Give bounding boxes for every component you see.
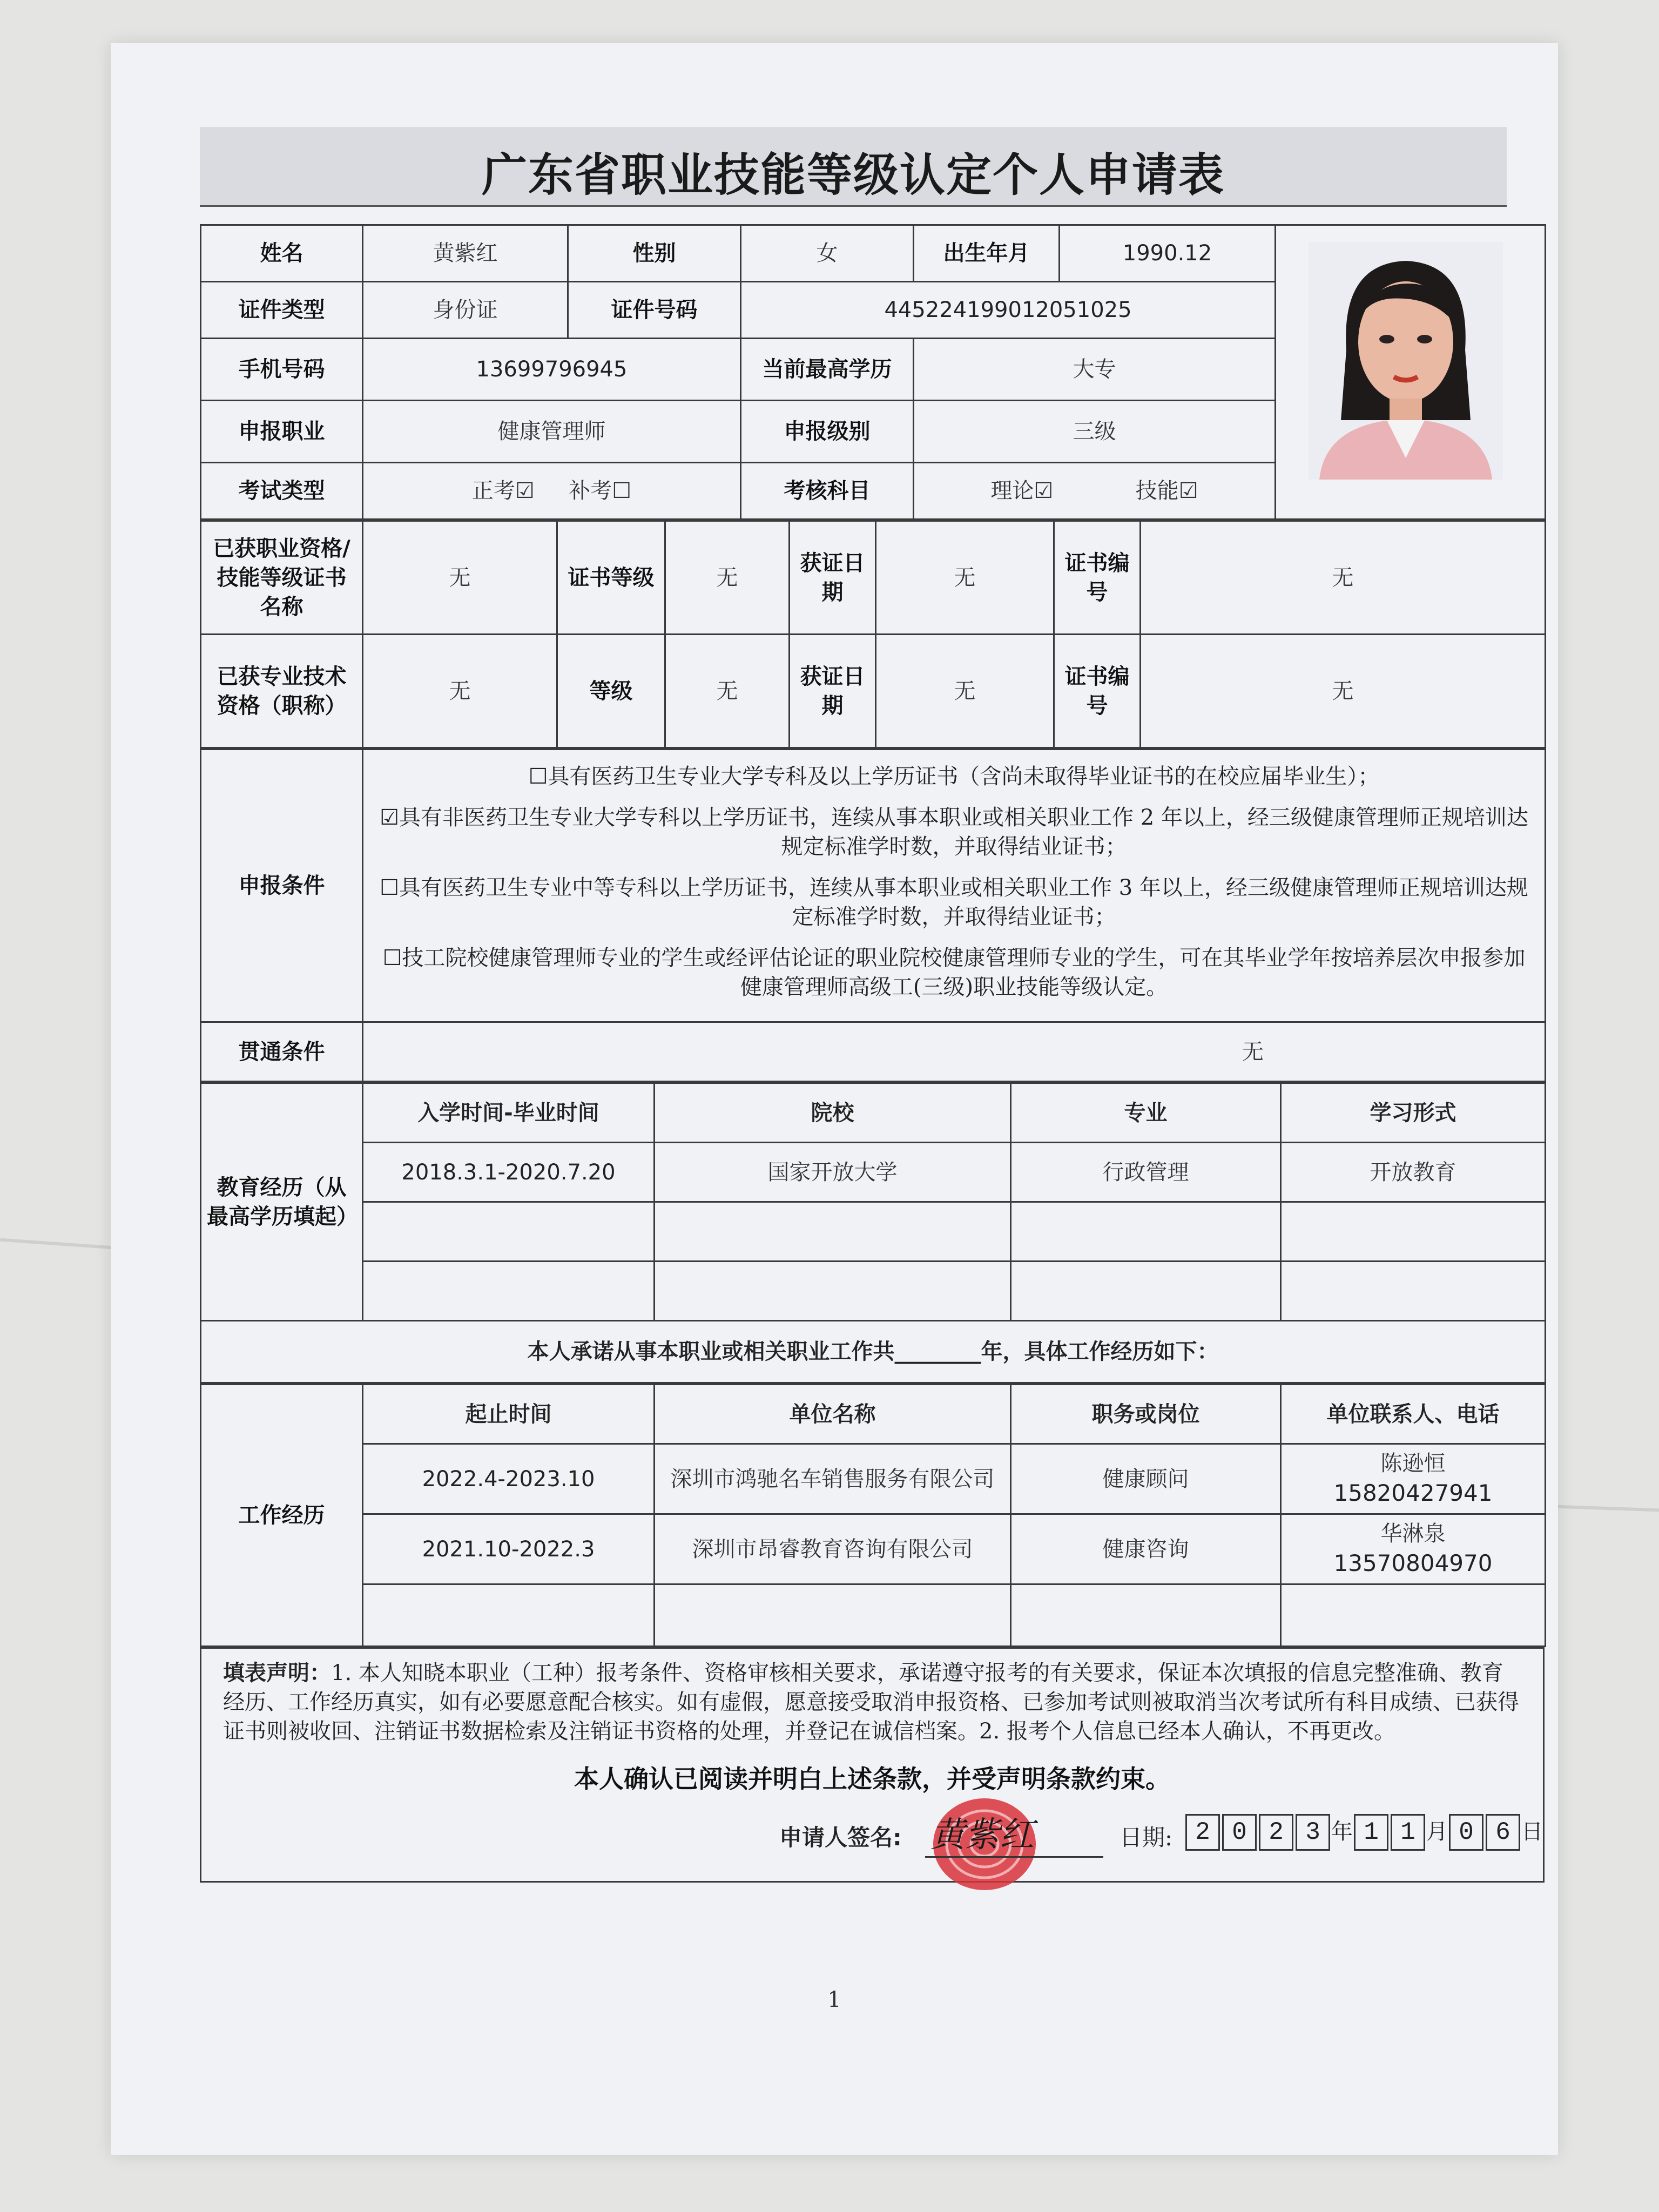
tech-level-label: 等级 — [557, 635, 665, 748]
birth-label: 出生年月 — [914, 225, 1060, 282]
cert-level-value[interactable]: 无 — [665, 521, 790, 635]
work-row-2-period[interactable]: 2021.10-2022.3 — [363, 1514, 655, 1584]
tech-qual-value[interactable]: 无 — [363, 635, 557, 748]
work-header-role: 职务或岗位 — [1011, 1385, 1281, 1444]
declaration-label: 填表声明： — [223, 1661, 331, 1685]
work-row-2-contact-cell[interactable] — [1281, 1514, 1546, 1584]
exam-type-options — [363, 463, 741, 520]
work-row-1-role[interactable]: 健康顾问 — [1011, 1444, 1281, 1514]
through-label: 贯通条件 — [201, 1022, 363, 1082]
edu-row-mode[interactable]: 开放教育 — [1281, 1143, 1546, 1202]
edu-empty-cell[interactable] — [363, 1202, 655, 1262]
day-unit: 日 — [1521, 1819, 1543, 1845]
cert-no-value[interactable]: 无 — [1141, 521, 1546, 635]
declaration-cell — [201, 1648, 1544, 1882]
month-digit: 1 — [1391, 1814, 1425, 1851]
cert-qual-label: 已获职业资格/技能等级证书名称 — [201, 521, 363, 635]
edu-row-major[interactable]: 行政管理 — [1011, 1143, 1281, 1202]
work-empty-cell[interactable] — [1281, 1584, 1546, 1647]
work-table — [200, 1384, 1546, 1647]
id-type-label: 证件类型 — [201, 282, 363, 339]
applicant-signature[interactable]: 黄紫红 — [930, 1815, 1034, 1856]
tech-qual-label: 已获专业技术资格（职称） — [201, 635, 363, 748]
work-empty-cell[interactable] — [655, 1584, 1011, 1647]
year-digit: 3 — [1296, 1814, 1330, 1851]
work-empty-cell[interactable] — [1011, 1584, 1281, 1647]
education-table — [200, 1082, 1546, 1384]
gender-label: 性别 — [568, 225, 741, 282]
work-history-label: 工作经历 — [201, 1385, 363, 1647]
confirm-statement: 本人确认已阅读并明白上述条款，并受声明条款约束。 — [574, 1764, 1170, 1793]
work-row-1-contact: 陈逊恒 — [1380, 1451, 1446, 1476]
through-value[interactable]: 无 — [363, 1022, 1546, 1082]
work-row-2-contact: 华淋泉 — [1380, 1521, 1446, 1547]
work-row-1-company[interactable]: 深圳市鸿驰名车销售服务有限公司 — [655, 1444, 1011, 1514]
work-row-2-company[interactable]: 深圳市昂睿教育咨询有限公司 — [655, 1514, 1011, 1584]
condition-option-3[interactable]: ☐具有医药卫生专业中等专科以上学历证书，连续从事本职业或相关职业工作 3 年以上，经三级健康管理师正规培训达规定标准学时数，并取得结业证书； — [380, 875, 1528, 929]
tech-no-label: 证书编号 — [1054, 635, 1141, 748]
declaration-table — [200, 1647, 1545, 1883]
year-digit: 0 — [1222, 1814, 1257, 1851]
signature-underline — [925, 1856, 1103, 1858]
edu-empty-cell[interactable] — [1011, 1202, 1281, 1262]
conditions-label: 申报条件 — [201, 750, 363, 1022]
level-value[interactable]: 三级 — [914, 401, 1276, 463]
work-row-1-phone: 15820427941 — [1333, 1480, 1493, 1507]
work-row-2-role[interactable]: 健康咨询 — [1011, 1514, 1281, 1584]
year-unit: 年 — [1331, 1819, 1353, 1845]
conditions-list — [363, 750, 1546, 1022]
work-empty-cell[interactable] — [363, 1584, 655, 1647]
form-body — [200, 224, 1545, 1883]
portrait-image — [1309, 242, 1503, 480]
work-row-2-phone: 13570804970 — [1333, 1550, 1493, 1577]
cert-qual-value[interactable]: 无 — [363, 521, 557, 635]
work-commitment-line[interactable]: 本人承诺从事本职业或相关职业工作共________年，具体工作经历如下： — [201, 1321, 1546, 1383]
edu-header-period: 入学时间-毕业时间 — [363, 1083, 655, 1143]
edu-header-mode: 学习形式 — [1281, 1083, 1546, 1143]
edu-history-label: 教育经历（从最高学历填起） — [201, 1083, 363, 1321]
edu-empty-cell[interactable] — [1281, 1202, 1546, 1262]
exam-subject-options — [914, 463, 1276, 520]
tech-date-label: 获证日期 — [790, 635, 876, 748]
exam-type-normal-checkbox[interactable]: 正考☑ — [471, 478, 535, 503]
sign-label: 申请人签名: — [779, 1824, 902, 1851]
application-form-paper — [111, 43, 1558, 2155]
cert-date-label: 获证日期 — [790, 521, 876, 635]
title-band — [200, 127, 1507, 207]
edu-empty-cell[interactable] — [1011, 1262, 1281, 1321]
exam-type-makeup-checkbox[interactable]: 补考☐ — [569, 478, 632, 503]
edu-empty-cell[interactable] — [655, 1262, 1011, 1321]
exam-type-label: 考试类型 — [201, 463, 363, 520]
id-type-value[interactable]: 身份证 — [363, 282, 568, 339]
personal-info-table — [200, 224, 1546, 520]
name-value[interactable]: 黄紫红 — [363, 225, 568, 282]
work-header-company: 单位名称 — [655, 1385, 1011, 1444]
level-label: 申报级别 — [741, 401, 914, 463]
work-row-1-contact-cell[interactable] — [1281, 1444, 1546, 1514]
subject-skill-checkbox[interactable]: 技能☑ — [1135, 478, 1198, 503]
month-unit: 月 — [1426, 1819, 1448, 1845]
certificates-table — [200, 520, 1546, 748]
form-title: 广东省职业技能等级认定个人申请表 — [481, 149, 1225, 201]
edu-row-period[interactable]: 2018.3.1-2020.7.20 — [363, 1143, 655, 1202]
floor-seam-right — [1555, 1505, 1659, 1512]
condition-option-1[interactable]: ☐具有医药卫生专业大学专科及以上学历证书（含尚未取得毕业证书的在校应届毕业生）； — [528, 764, 1380, 789]
tech-date-value[interactable]: 无 — [876, 635, 1054, 748]
edu-empty-cell[interactable] — [363, 1262, 655, 1321]
edu-header-school: 院校 — [655, 1083, 1011, 1143]
tech-no-value[interactable]: 无 — [1141, 635, 1546, 748]
job-value[interactable]: 健康管理师 — [363, 401, 741, 463]
phone-label: 手机号码 — [201, 339, 363, 401]
date-boxes[interactable] — [1184, 1814, 1543, 1851]
gender-value[interactable]: 女 — [741, 225, 914, 282]
birth-value[interactable]: 1990.12 — [1060, 225, 1276, 282]
month-digit: 1 — [1354, 1814, 1388, 1851]
condition-option-2[interactable]: ☑具有非医药卫生专业大学专科以上学历证书，连续从事本职业或相关职业工作 2 年以上，经三级健康管理师正规培训达规定标准学时数，并取得结业证书； — [380, 805, 1528, 859]
exam-subject-label: 考核科目 — [741, 463, 914, 520]
cert-no-label: 证书编号 — [1054, 521, 1141, 635]
declaration-text-block — [223, 1658, 1521, 1746]
cert-date-value[interactable]: 无 — [876, 521, 1054, 635]
year-digit: 2 — [1259, 1814, 1293, 1851]
floor-seam-left — [0, 1238, 113, 1250]
tech-level-value[interactable]: 无 — [665, 635, 790, 748]
edu-row-school[interactable]: 国家开放大学 — [655, 1143, 1011, 1202]
work-header-contact: 单位联系人、电话 — [1281, 1385, 1546, 1444]
day-digit: 0 — [1449, 1814, 1483, 1851]
subject-theory-checkbox[interactable]: 理论☑ — [990, 478, 1054, 503]
edu-header-major: 专业 — [1011, 1083, 1281, 1143]
date-label: 日期: — [1120, 1824, 1173, 1851]
name-label: 姓名 — [201, 225, 363, 282]
photo-cell — [1276, 225, 1546, 520]
applicant-photo — [1309, 242, 1503, 480]
work-header-period: 起止时间 — [363, 1385, 655, 1444]
day-digit: 6 — [1486, 1814, 1520, 1851]
id-number-label: 证件号码 — [568, 282, 741, 339]
phone-value[interactable]: 13699796945 — [363, 339, 741, 401]
signature-row — [223, 1806, 1543, 1871]
declaration-text: 1. 本人知晓本职业（工种）报考条件、资格审核相关要求，承诺遵守报考的有关要求，保证本次填报的信息完整准确、教育经历、工作经历真实，如有必要愿意配合核实。如有虚假，愿意接受取消申报资格、已参加考试则被取消当次考试所有科目成绩、已获得证书则被收回、注销证书数据检索及注销证书资格的处理，并登记在诚信档案。2. 报考个人信息已经本人确认，不再更改。 — [223, 1661, 1519, 1744]
year-digit: 2 — [1185, 1814, 1220, 1851]
education-label: 当前最高学历 — [741, 339, 914, 401]
id-number-value[interactable]: 445224199012051025 — [741, 282, 1276, 339]
edu-empty-cell[interactable] — [655, 1202, 1011, 1262]
job-label: 申报职业 — [201, 401, 363, 463]
education-value[interactable]: 大专 — [914, 339, 1276, 401]
edu-empty-cell[interactable] — [1281, 1262, 1546, 1321]
condition-option-4[interactable]: ☐技工院校健康管理师专业的学生或经评估论证的职业院校健康管理师专业的学生，可在其毕业学年按培养层次申报参加健康管理师高级工(三级)职业技能等级认定。 — [382, 946, 1526, 1000]
cert-level-label: 证书等级 — [557, 521, 665, 635]
page-number: 1 — [827, 1987, 841, 2012]
work-row-1-period[interactable]: 2022.4-2023.10 — [363, 1444, 655, 1514]
conditions-table — [200, 748, 1546, 1082]
